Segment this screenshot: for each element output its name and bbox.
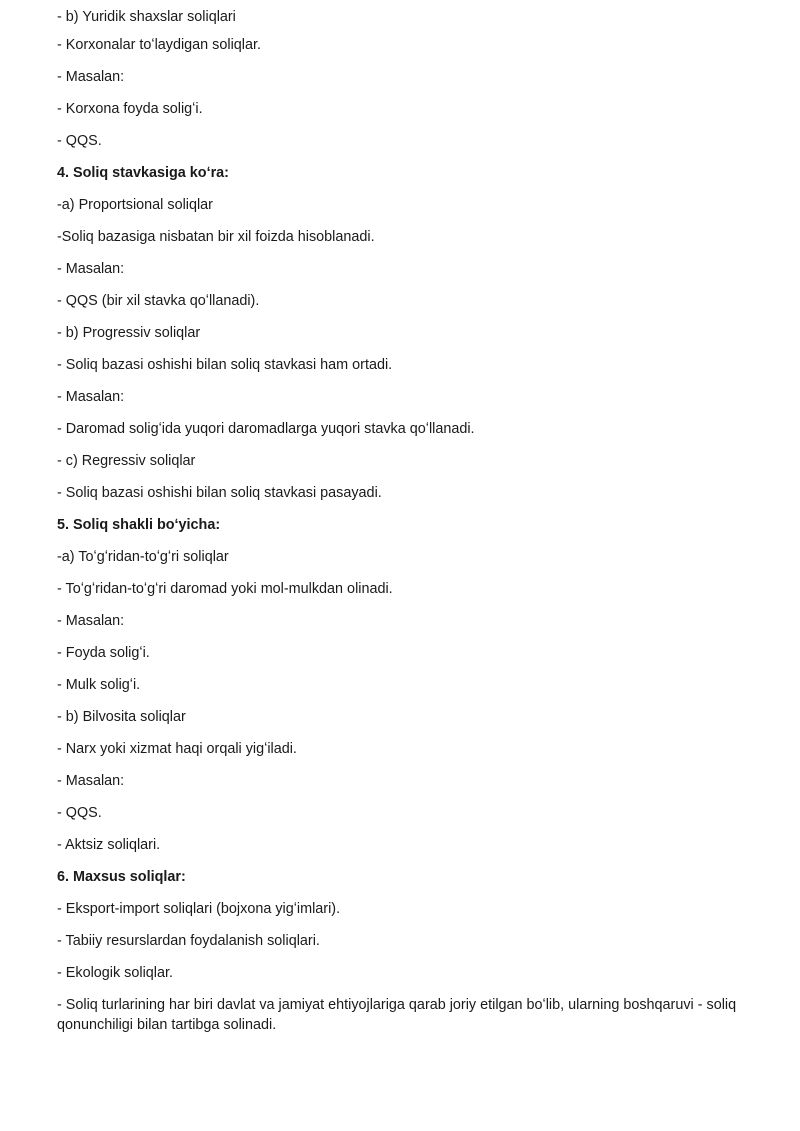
list-item: - Narx yoki xizmat haqi orqali yigʻiladi. xyxy=(57,741,297,757)
document-body xyxy=(57,0,747,986)
list-item: - QQS. xyxy=(57,133,102,149)
list-item: - b) Yuridik shaxslar soliqlari xyxy=(57,9,236,25)
list-item: - QQS. xyxy=(57,805,102,821)
list-item: - b) Progressiv soliqlar xyxy=(57,325,201,341)
list-item: -a) Proportsional soliqlar xyxy=(57,197,213,213)
section-heading: 5. Soliq shakli boʻyicha: xyxy=(57,517,221,533)
closing-paragraph: - Soliq turlarining har biri davlat va jamiyat ehtiyojlariga qarab joriy etilgan boʻlib, ularning boshqaruvi - soliq qonunchiligi bilan tartibga solinadi. xyxy=(57,997,737,1033)
list-item: - b) Bilvosita soliqlar xyxy=(57,709,186,725)
list-item: - Korxonalar toʻlaydigan soliqlar. xyxy=(57,37,261,53)
list-item: -a) Toʻgʻridan-toʻgʻri soliqlar xyxy=(57,549,229,565)
document-page xyxy=(57,0,747,1035)
list-item: - Soliq bazasi oshishi bilan soliq stavkasi ham ortadi. xyxy=(57,357,393,373)
list-item: - Masalan: xyxy=(57,773,125,789)
list-item: - Masalan: xyxy=(57,613,125,629)
section-heading: 4. Soliq stavkasiga koʻra: xyxy=(57,165,229,181)
list-item: - Daromad soligʻida yuqori daromadlarga yuqori stavka qoʻllanadi. xyxy=(57,421,475,437)
section-heading: 6. Maxsus soliqlar: xyxy=(57,869,186,885)
list-item: - Mulk soligʻi. xyxy=(57,677,141,693)
list-item: - Masalan: xyxy=(57,261,125,277)
list-item: - Masalan: xyxy=(57,389,125,405)
list-item: - QQS (bir xil stavka qoʻllanadi). xyxy=(57,293,260,309)
list-item: - Soliq bazasi oshishi bilan soliq stavkasi pasayadi. xyxy=(57,485,382,501)
list-item: - Foyda soligʻi. xyxy=(57,645,150,661)
list-item: - Toʻgʻridan-toʻgʻri daromad yoki mol-mulkdan olinadi. xyxy=(57,581,393,597)
list-item: - Aktsiz soliqlari. xyxy=(57,837,161,853)
list-item: - c) Regressiv soliqlar xyxy=(57,453,196,469)
list-item: - Masalan: xyxy=(57,69,125,85)
list-item: - Eksport-import soliqlari (bojxona yigʻimlari). xyxy=(57,901,341,917)
list-item: - Ekologik soliqlar. xyxy=(57,965,173,981)
list-item: -Soliq bazasiga nisbatan bir xil foizda hisoblanadi. xyxy=(57,229,375,245)
list-item: - Korxona foyda soligʻi. xyxy=(57,101,203,117)
list-item: - Tabiiy resurslardan foydalanish soliqlari. xyxy=(57,933,320,949)
